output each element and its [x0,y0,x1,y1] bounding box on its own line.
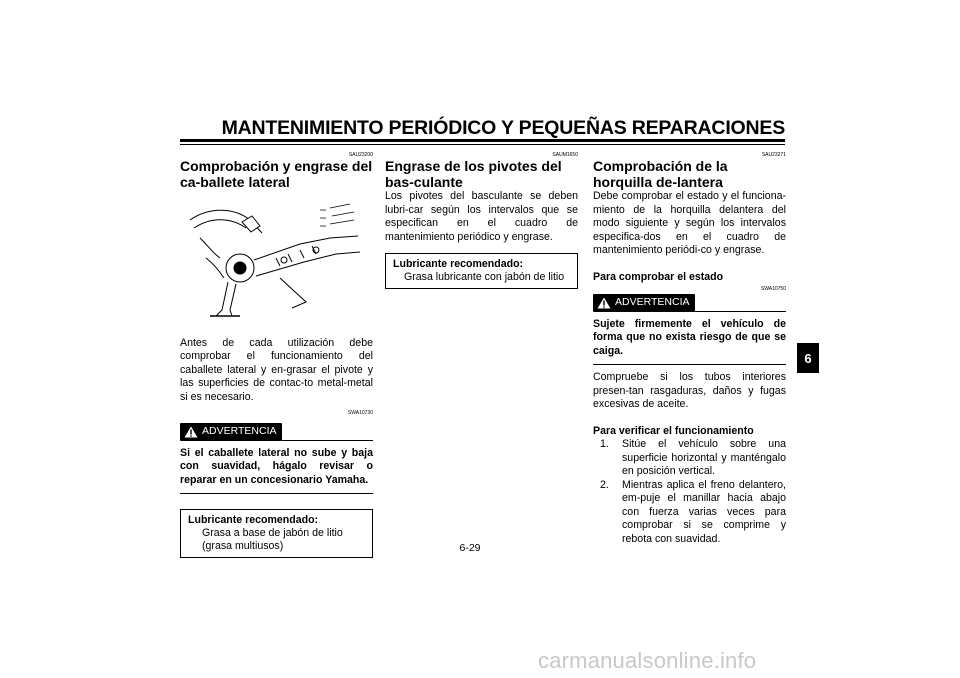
right-body-2: Compruebe si los tubos interiores presen-tan rasgaduras, daños y fugas excesivas de aceite. [593,371,786,410]
lubricant-box-body: Grasa a base de jabón de litio (grasa multiusos) [202,527,343,552]
section-title: Comprobación de la horquilla de-lantera [593,158,728,190]
section-title: Engrase de los pivotes del bas-culante [385,158,562,190]
chapter-tab: 6 [797,343,819,373]
lubricant-box [385,253,578,289]
step-text: Sitúe el vehículo sobre una superficie horizontal y manténgalo en posición vertical. [622,438,786,477]
left-column [180,152,373,558]
lubricant-box-body: Grasa lubricante con jabón de litio [404,271,565,283]
step-text: Mientras aplica el freno delantero, em-puje el manillar hacia abajo con fuerza varias veces para comprobar si se comprime y rebota con suavidad. [622,478,786,545]
warning-text: Si el caballete lateral no sube y baja con suavidad, hágalo revisar o reparar en un concesionario Yamaha. [180,447,373,495]
subheading-state: Para comprobar el estado [593,270,724,283]
warning-code: SWA10750 [760,286,786,292]
warning-label: ADVERTENCIA [202,425,277,437]
title-rule [180,139,785,142]
list-item [593,438,786,479]
lubricant-box [180,509,373,558]
warning-rule [282,440,374,441]
page-number: 6-29 [459,542,481,554]
right-column [593,152,786,546]
page-title: MANTENIMIENTO PERIÓDICO Y PEQUEÑAS REPARACIONES [221,117,785,139]
step-list [593,438,786,546]
step-number: 2. [600,478,609,491]
middle-column [385,152,578,289]
left-body: Antes de cada utilización debe comprobar el funcionamiento del caballete lateral y en-grasar el pivote y las superficies de contac-to metal-metal si es necesario. [180,336,373,403]
list-item [593,479,786,547]
warning-header [180,423,373,441]
title-rule-thin [180,144,785,145]
middle-body: Los pivotes del basculante se deben lubri-car según los intervalos que se especifican en el cuadro de mantenimiento periódico y engrase. [385,190,578,243]
step-number: 1. [600,438,609,450]
warning-text: Sujete firmemente el vehículo de forma que no exista riesgo de que se caiga. [593,318,786,366]
warning-header [593,294,786,312]
lubricant-box-title: Lubricante recomendado: [393,258,524,270]
warning-code: SWA10730 [347,410,373,416]
warning-badge [593,294,695,312]
lubricant-box-title: Lubricante recomendado: [188,514,319,526]
warning-badge [180,423,282,441]
section-title: Comprobación y engrase del ca-ballete lateral [180,158,373,190]
warning-label: ADVERTENCIA [615,296,690,308]
warning-triangle-icon [597,297,611,309]
section-code: SAU23200 [348,152,373,158]
right-body: Debe comprobar el estado y el funciona-miento de la horquilla delantera del modo siguiente y según los intervalos especifica-dos en el cuadro de mantenimiento periódi-co y engrase. [593,190,786,256]
section-code: SAUM1650 [552,152,578,158]
section-code: SAU23271 [761,152,786,158]
warning-rule [695,311,787,312]
warning-triangle-icon [184,426,198,438]
subheading-operation: Para verificar el funcionamiento [593,424,754,437]
sidestand-lubrication-illustration [180,198,372,328]
watermark: carmanualsonline.info [538,648,757,673]
